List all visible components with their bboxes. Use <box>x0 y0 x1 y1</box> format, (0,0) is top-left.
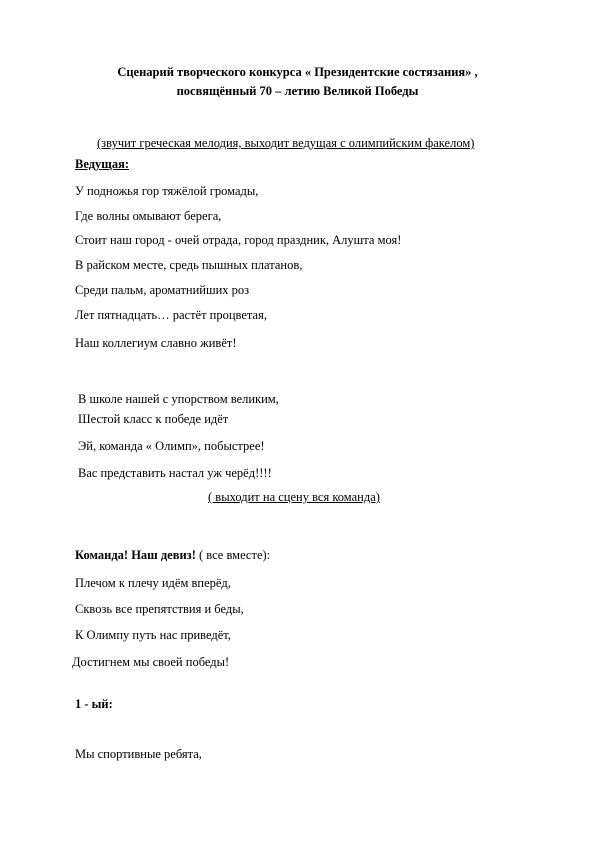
host-verse-line: В школе нашей с упорством великим, <box>78 392 279 406</box>
stage-direction-team-enters: ( выходит на сцену вся команда) <box>208 490 380 504</box>
host-label: Ведущая: <box>75 157 130 171</box>
host-verse-line: Эй, команда « Олимп», побыстрее! <box>78 439 265 453</box>
document-title-line-1: Сценарий творческого конкурса « Президентские состязания» , <box>117 65 478 79</box>
host-verse-line: Шестой класс к победе идёт <box>78 412 229 426</box>
host-verse-line: Наш коллегиум славно живёт! <box>75 336 237 350</box>
team-motto-line: К Олимпу путь нас приведёт, <box>75 628 231 642</box>
document-title-line-2: посвящённый 70 – летию Великой Победы <box>176 84 419 98</box>
team-motto-line: Сквозь все препятствия и беды, <box>75 602 244 616</box>
host-verse-line: Стоит наш город - очей отрада, город праздник, Алушта моя! <box>75 233 402 247</box>
host-verse-line: Вас представить настал уж черёд!!!! <box>78 466 272 480</box>
team-motto-line: Достигнем мы своей победы! <box>72 655 230 669</box>
host-verse-line: У подножья гор тяжёлой громады, <box>75 184 259 198</box>
team-heading <box>75 548 270 563</box>
host-verse-line: Лет пятнадцать… растёт процветая, <box>75 308 267 322</box>
team-note: ( все вместе): <box>195 548 271 562</box>
stage-direction-opening: (звучит греческая мелодия, выходит ведущая с олимпийским факелом) <box>97 136 475 150</box>
team-motto-line: Плечом к плечу идём вперёд, <box>75 576 231 590</box>
host-verse-line: Где волны омывают берега, <box>75 209 222 223</box>
host-verse-line: В райском месте, средь пышных платанов, <box>75 258 303 272</box>
team-label: Команда! Наш девиз! <box>75 548 196 562</box>
speaker-1-line: Мы спортивные ребята, <box>75 747 202 761</box>
speaker-1-label: 1 - ый: <box>75 697 113 711</box>
host-verse-line: Среди пальм, ароматнийших роз <box>75 283 250 297</box>
